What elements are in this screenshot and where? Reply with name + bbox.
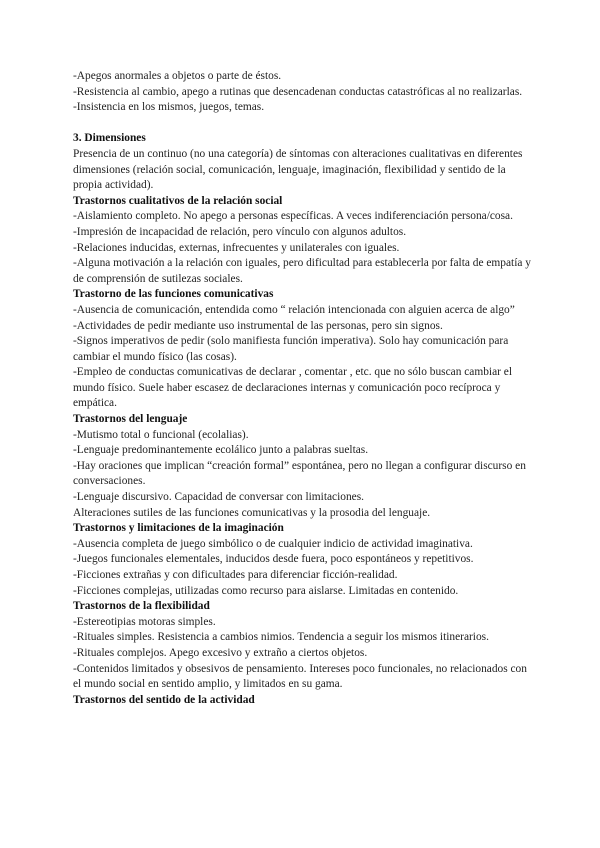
list-item: -Alguna motivación a la relación con iguales, pero dificultad para establecerla por falta de empatía y de comprensión de sutilezas sociales. bbox=[73, 257, 531, 285]
list-item: -Estereotipias motoras simples. bbox=[73, 615, 216, 628]
list-item: -Aislamiento completo. No apego a personas específicas. A veces indiferenciación persona/cosa. bbox=[73, 210, 513, 223]
subsection-heading: Trastornos cualitativos de la relación social bbox=[73, 194, 283, 207]
intro-line: -Apegos anormales a objetos o parte de éstos. bbox=[73, 70, 282, 82]
subsection-heading: Trastornos y limitaciones de la imaginación bbox=[73, 522, 284, 535]
section-title: 3. Dimensiones bbox=[73, 132, 146, 145]
intro-line: -Insistencia en los mismos, juegos, temas. bbox=[73, 101, 265, 114]
subsection-heading: Trastornos del sentido de la actividad bbox=[73, 693, 255, 706]
paragraph-gap bbox=[73, 116, 533, 132]
list-item: -Ausencia de comunicación, entendida como “ relación intencionada con alguien acerca de algo” bbox=[73, 303, 515, 316]
list-item: -Relaciones inducidas, externas, infrecuentes y unilaterales con iguales. bbox=[73, 241, 400, 254]
subsection-heading: Trastornos de la flexibilidad bbox=[73, 600, 210, 613]
list-item: -Ausencia completa de juego simbólico o de cualquier indicio de actividad imaginativa. bbox=[73, 537, 473, 550]
section-intro: Presencia de un continuo (no una categoría) de síntomas con alteraciones cualitativas en diferentes dimensiones (relación social, comunicación, lenguaje, imaginación, flexibilidad y sentido de la propia actividad). bbox=[73, 147, 523, 192]
subsection-heading: Trastornos del lenguaje bbox=[73, 413, 188, 426]
list-item: -Rituales simples. Resistencia a cambios nimios. Tendencia a seguir los mismos itinerarios. bbox=[73, 631, 489, 644]
intro-line: -Resistencia al cambio, apego a rutinas que desencadenan conductas catastróficas al no realizarlas. bbox=[73, 85, 523, 98]
list-item: -Actividades de pedir mediante uso instrumental de las personas, pero sin signos. bbox=[73, 319, 443, 332]
list-item: -Rituales complejos. Apego excesivo y extraño a ciertos objetos. bbox=[73, 646, 368, 659]
list-item: -Signos imperativos de pedir (solo manifiesta función imperativa). Solo hay comunicación para cambiar el mundo físico (las cosas). bbox=[73, 335, 509, 363]
list-item: -Impresión de incapacidad de relación, pero vínculo con algunos adultos. bbox=[73, 225, 407, 238]
list-item: -Mutismo total o funcional (ecolalias). bbox=[73, 428, 249, 441]
list-item: -Lenguaje predominantemente ecolálico junto a palabras sueltas. bbox=[73, 444, 369, 457]
list-item: -Juegos funcionales elementales, inducidos desde fuera, poco espontáneos y repetitivos. bbox=[73, 553, 474, 566]
list-item: -Empleo de conductas comunicativas de declarar , comentar , etc. que no sólo buscan cambiar el mundo físico. Suele haber escasez de declaraciones internas y comunicación poco recíproca y empática. bbox=[73, 366, 512, 410]
document-body bbox=[73, 69, 533, 708]
list-item: Alteraciones sutiles de las funciones comunicativas y la prosodia del lenguaje. bbox=[73, 506, 431, 519]
list-item: -Hay oraciones que implican “creación formal” espontánea, pero no llegan a configurar discurso en conversaciones. bbox=[73, 459, 526, 488]
list-item: -Contenidos limitados y obsesivos de pensamiento. Intereses poco funcionales, no relacionados con el mundo social en sentido amplio, y limitados en su gama. bbox=[73, 662, 527, 691]
list-item: -Lenguaje discursivo. Capacidad de conversar con limitaciones. bbox=[73, 491, 364, 504]
subsection-heading: Trastorno de las funciones comunicativas bbox=[73, 288, 274, 301]
list-item: -Ficciones complejas, utilizadas como recurso para aislarse. Limitadas en contenido. bbox=[73, 584, 459, 597]
list-item: -Ficciones extrañas y con dificultades para diferenciar ficción-realidad. bbox=[73, 569, 398, 581]
